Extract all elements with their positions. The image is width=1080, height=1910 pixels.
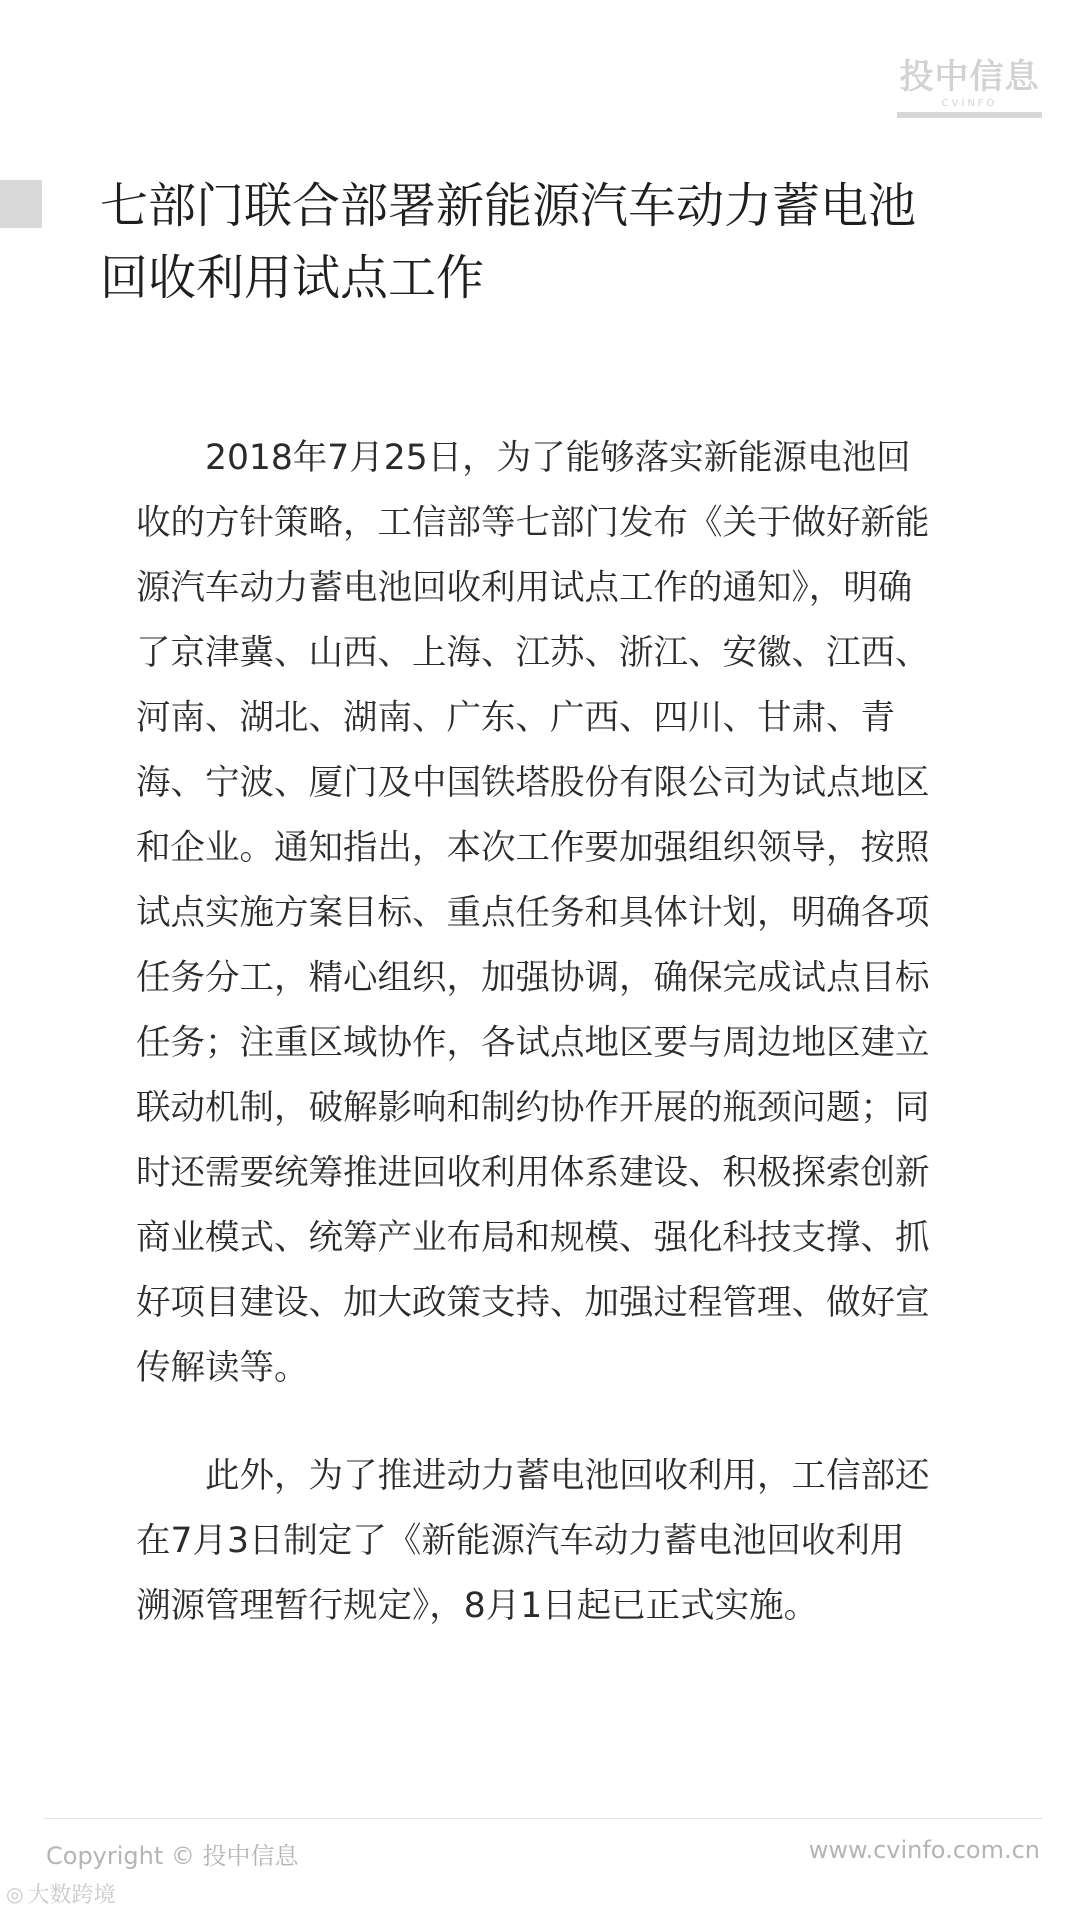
article-title: 七部门联合部署新能源汽车动力蓄电池回收利用试点工作 — [100, 178, 917, 306]
brand-logo — [897, 58, 1042, 118]
camera-icon: ◎ — [6, 1881, 24, 1906]
logo-text: 投中信息 — [899, 57, 1040, 97]
paragraph-1: 2018年7月25日，为了能够落实新能源电池回收的方针策略，工信部等七部门发布《关于做好新能源汽车动力蓄电池回收利用试点工作的通知》，明确了京津冀、山西、上海、江苏、浙江、安徽、江西、河南、湖北、湖南、广东、广西、四川、甘肃、青海、宁波、厦门及中国铁塔股份有限公司为试点地区和企业。通知指出，本次工作要加强组织领导，按照试点实施方案目标、重点任务和具体计划，明确各项任务分工，精心组织，加强协调，确保完成试点目标任务；注重区域协作，各试点地区要与周边地区建立联动机制，破解影响和制约协作开展的瓶颈问题；同时还需要统筹推进回收利用体系建设、积极探索创新商业模式、统筹产业布局和规模、强化科技支撑、抓好项目建设、加大政策支持、加强过程管理、做好宣传解读等。 — [136, 438, 930, 1388]
logo-underline — [897, 112, 1042, 118]
article-body — [136, 426, 936, 1639]
watermark — [6, 1878, 115, 1909]
logo-subtext: CVINFO — [941, 98, 998, 109]
footer-divider — [44, 1818, 1042, 1819]
paragraph-2: 此外，为了推进动力蓄电池回收利用，工信部还在7月3日制定了《新能源汽车动力蓄电池回收利用溯源管理暂行规定》，8月1日起已正式实施。 — [136, 1456, 930, 1626]
copyright-text: Copyright © 投中信息 — [46, 1842, 299, 1870]
watermark-text: 大数跨境 — [27, 1883, 116, 1908]
title-marker — [0, 180, 42, 228]
site-url: www.cvinfo.com.cn — [808, 1836, 1040, 1864]
